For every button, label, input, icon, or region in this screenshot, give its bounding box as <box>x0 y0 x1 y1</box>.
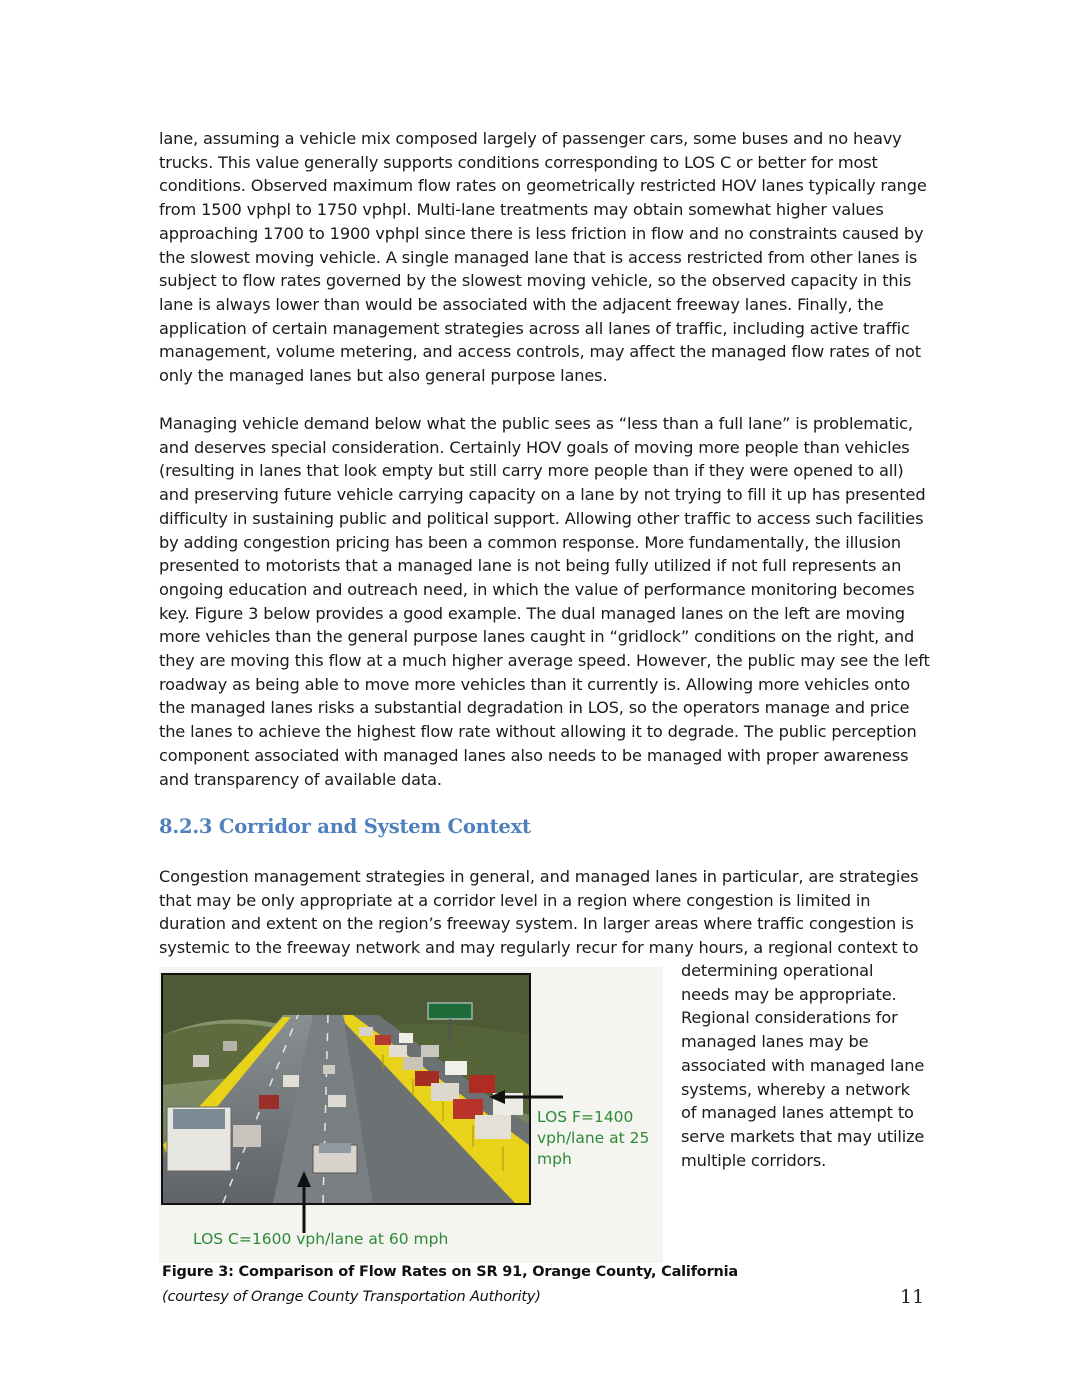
los-f-label <box>537 1107 662 1170</box>
text-line: Managing vehicle demand below what the public sees as “less than a full lane” is problematic, <box>159 414 913 433</box>
text-line: component associated with managed lanes also needs to be managed with proper awareness <box>159 745 909 765</box>
freeway-photo <box>161 973 531 1205</box>
text-line: and deserves special consideration. Certainly HOV goals of moving more people than vehicles <box>159 437 910 457</box>
text-line: conditions. Observed maximum flow rates on geometrically restricted HOV lanes typically range <box>159 176 927 196</box>
text-line: roadway as being able to move more vehicles than it currently is. Allowing more vehicles onto <box>159 674 910 694</box>
text-line: systems, whereby a network <box>681 1079 910 1099</box>
section-heading: 8.2.3 Corridor and System Context <box>159 815 531 838</box>
text-line: approaching 1700 to 1900 vphpl since there is less friction in flow and no constraints caused by <box>159 223 924 243</box>
paragraph-regional-considerations <box>681 959 931 1172</box>
text-line: the slowest moving vehicle. A single managed lane that is access restricted from other lanes is <box>159 247 918 267</box>
text-line: subject to flow rates governed by the slowest moving vehicle, so the observed capacity in this <box>159 271 912 291</box>
text-line: serve markets that may utilize <box>681 1126 925 1146</box>
text-line: (resulting in lanes that look empty but still carry more people than if they were opened to all) <box>159 461 904 481</box>
text-line: presented to motorists that a managed lane is not being fully utilized if not full represents an <box>159 556 902 576</box>
text-line: from 1500 vphpl to 1750 vphpl. Multi-lane treatments may obtain somewhat higher values <box>159 200 884 220</box>
text-line: needs may be appropriate. <box>681 984 897 1004</box>
text-line: managed lanes may be <box>681 1032 869 1052</box>
text-line: lane, assuming a vehicle mix composed largely of passenger cars, some buses and no heavy <box>159 129 902 148</box>
text-line: they are moving this flow at a much higher average speed. However, the public may see the left <box>159 651 930 671</box>
text-line: Congestion management strategies in general, and managed lanes in particular, are strategies <box>159 867 919 886</box>
paragraph-corridor-context <box>159 865 929 960</box>
text-line: of managed lanes attempt to <box>681 1103 914 1123</box>
text-line: and preserving future vehicle carrying capacity on a lane by not trying to fill it up has presented <box>159 485 926 505</box>
text-line: that may be only appropriate at a corridor level in a region where congestion is limited in <box>159 890 871 910</box>
los-f-line-3: mph <box>537 1150 572 1168</box>
text-line: duration and extent on the region’s freeway system. In larger areas where traffic congestion is <box>159 914 914 934</box>
text-line: key. Figure 3 below provides a good example. The dual managed lanes on the left are moving <box>159 603 905 623</box>
text-line: by adding congestion pricing has been a common response. More fundamentally, the illusion <box>159 532 901 552</box>
paragraph-demand-management <box>159 412 929 791</box>
text-line: Regional considerations for <box>681 1008 898 1028</box>
text-line: the managed lanes risks a substantial degradation in LOS, so the operators manage and price <box>159 698 910 718</box>
paragraph-capacity <box>159 127 929 388</box>
text-line: determining operational <box>681 961 874 980</box>
los-c-label: LOS C=1600 vph/lane at 60 mph <box>193 1230 449 1248</box>
text-line: systemic to the freeway network and may regularly recur for many hours, a regional context to <box>159 938 919 958</box>
text-line: application of certain management strategies across all lanes of traffic, including active traffic <box>159 318 910 338</box>
text-line: only the managed lanes but also general purpose lanes. <box>159 366 608 386</box>
page-number: 11 <box>900 1286 925 1308</box>
freeway-illustration <box>163 975 529 1203</box>
text-line: the lanes to achieve the highest flow rate without allowing it to degrade. The public perception <box>159 722 917 742</box>
figure-credit: (courtesy of Orange County Transportation Authority) <box>162 1289 541 1305</box>
los-f-line-1: LOS F=1400 <box>537 1108 634 1126</box>
figure-3 <box>159 967 663 1263</box>
text-line: difficulty in sustaining public and political support. Allowing other traffic to access such facilities <box>159 508 924 528</box>
arrow-left-icon <box>489 1087 565 1107</box>
text-line: more vehicles than the general purpose lanes caught in “gridlock” conditions on the right, and <box>159 627 915 647</box>
arrow-up-icon <box>294 1171 314 1233</box>
text-line: ongoing education and outreach need, in which the value of performance monitoring becomes <box>159 579 915 599</box>
text-line: and transparency of available data. <box>159 769 442 789</box>
text-line: lane is always lower than would be associated with the adjacent freeway lanes. Finally, the <box>159 294 884 314</box>
figure-caption: Figure 3: Comparison of Flow Rates on SR 91, Orange County, California <box>162 1264 738 1280</box>
text-line: trucks. This value generally supports conditions corresponding to LOS C or better for most <box>159 152 878 172</box>
text-line: management, volume metering, and access controls, may affect the managed flow rates of not <box>159 342 921 362</box>
los-f-line-2: vph/lane at 25 <box>537 1129 650 1147</box>
text-line: multiple corridors. <box>681 1150 827 1170</box>
text-line: associated with managed lane <box>681 1055 925 1075</box>
